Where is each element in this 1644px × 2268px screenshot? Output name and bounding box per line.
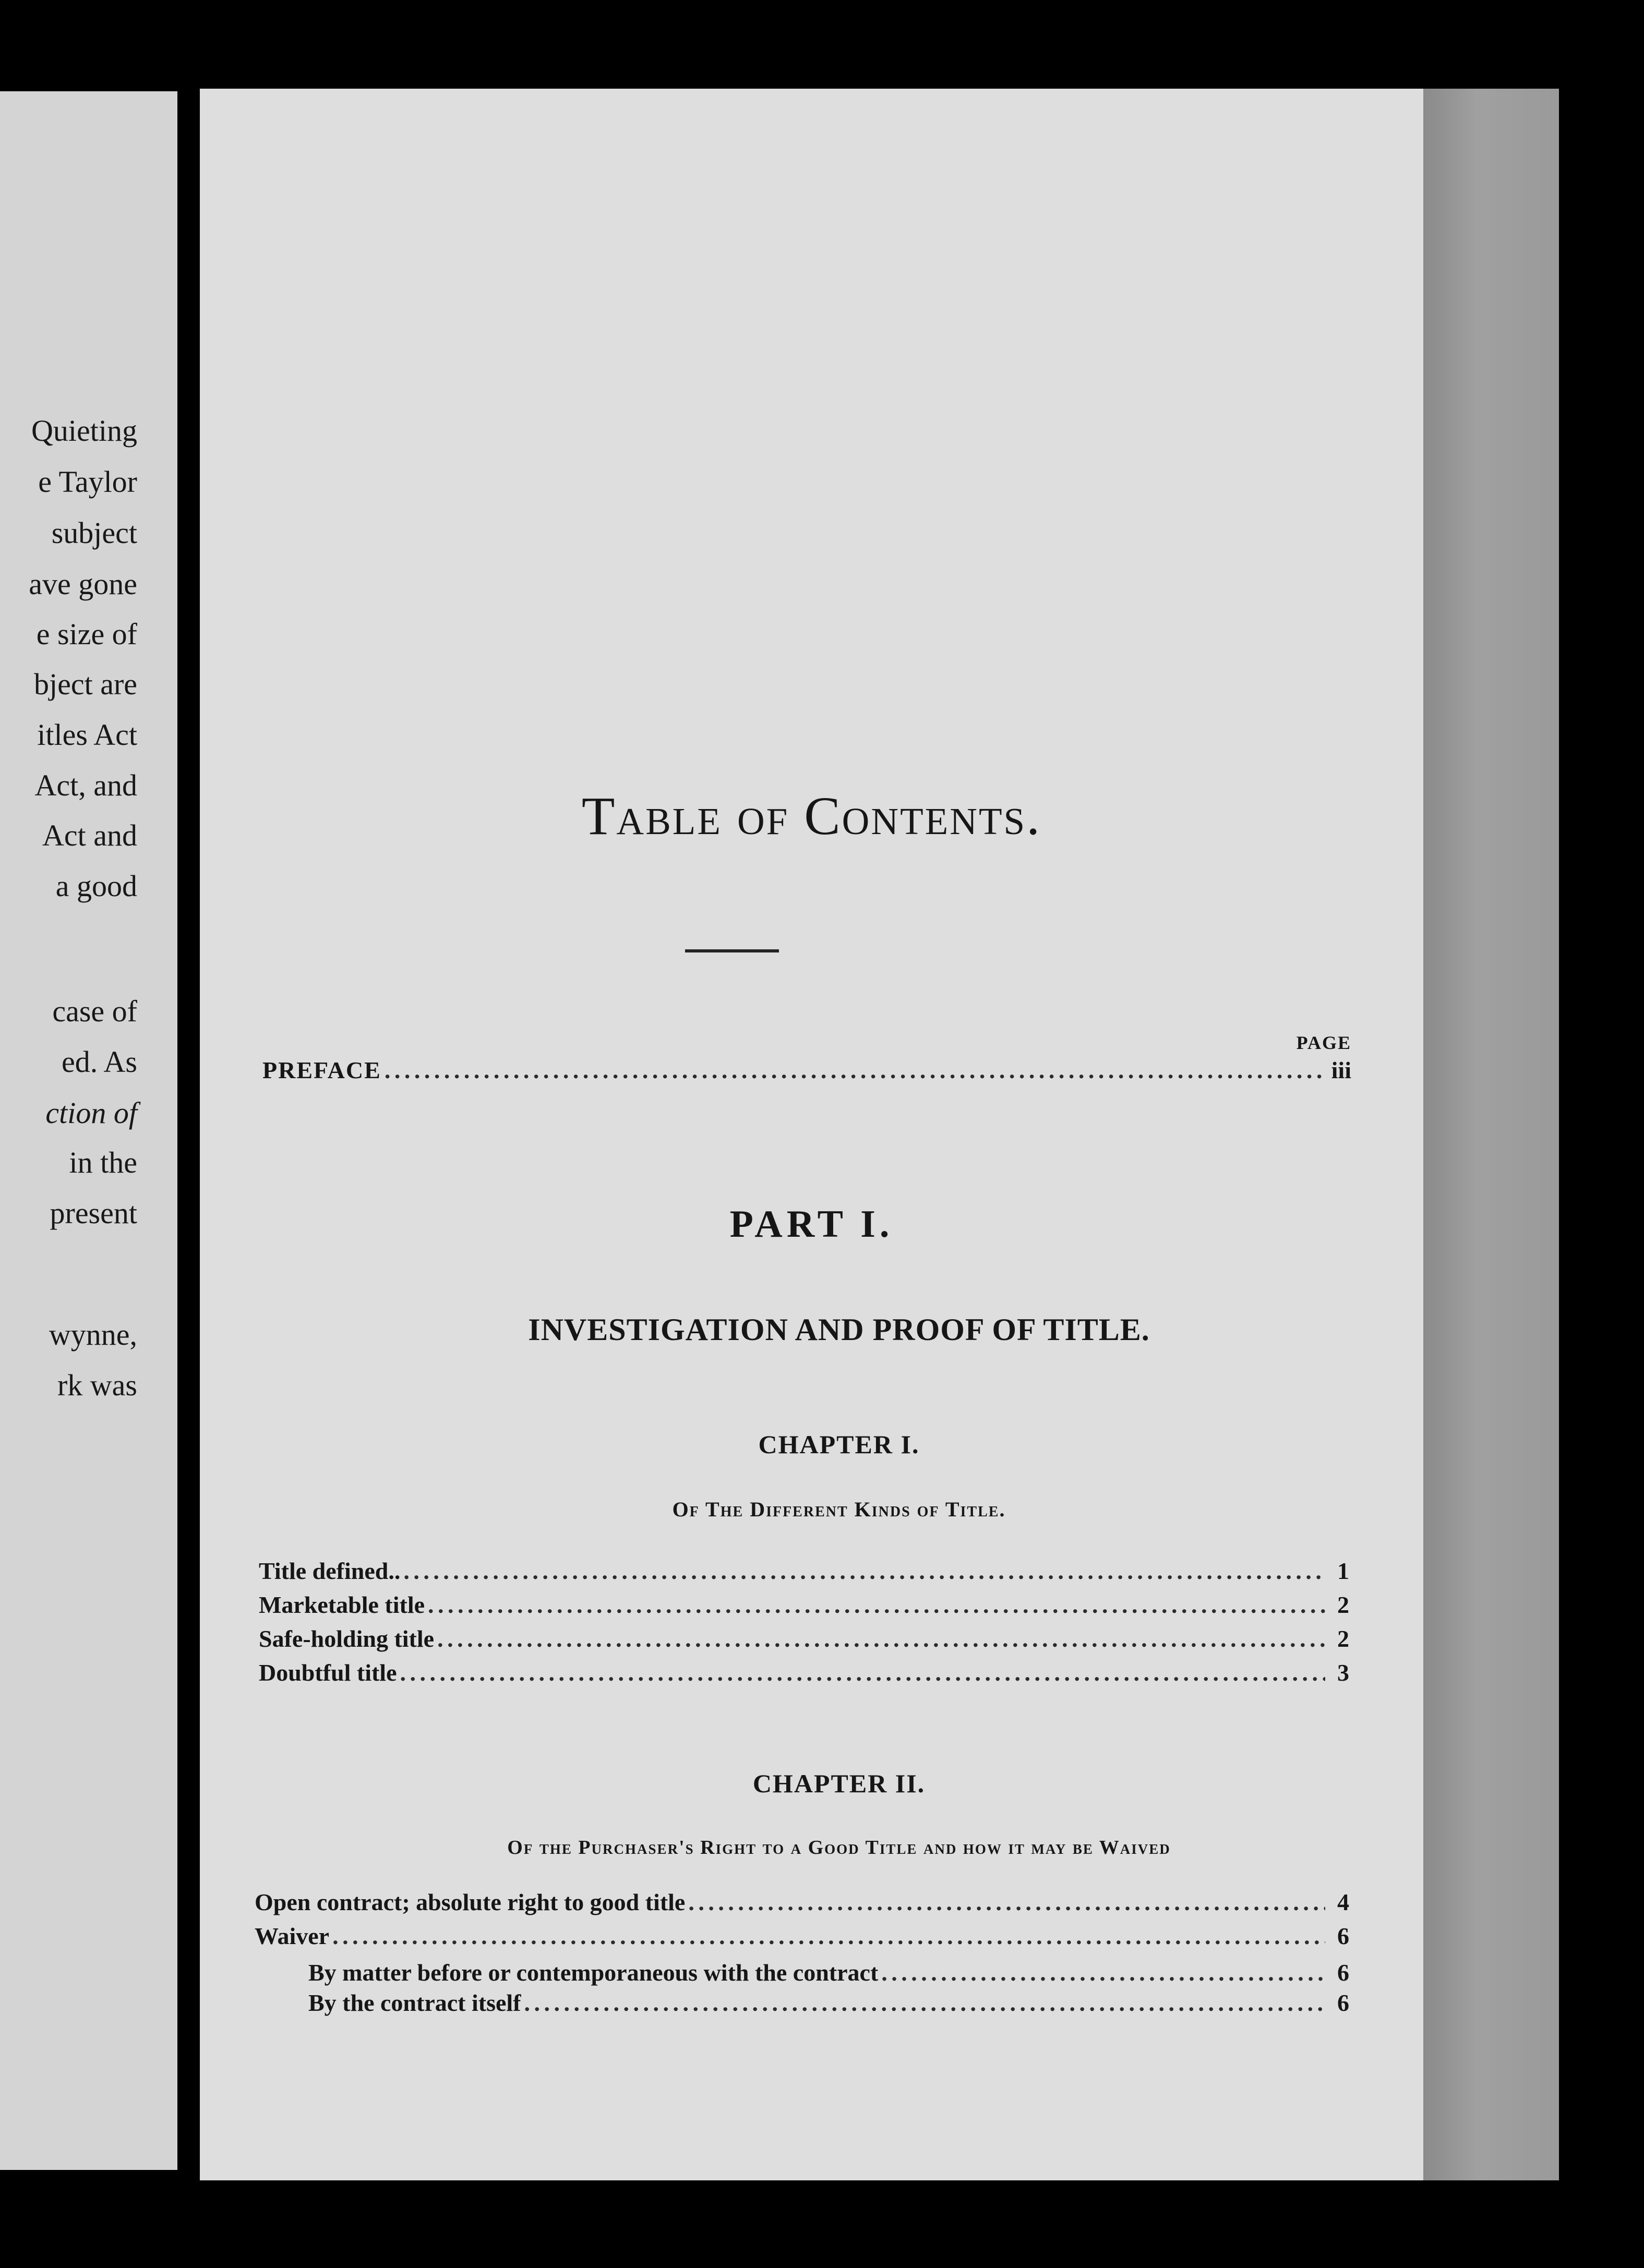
toc-entry-label: Doubtful title xyxy=(259,1659,397,1686)
left-page-line: ave gone xyxy=(29,567,137,601)
leader-dots xyxy=(428,1591,1325,1619)
part-subtitle: INVESTIGATION AND PROOF OF TITLE. xyxy=(528,1312,1150,1347)
toc-entry xyxy=(259,1625,1349,1652)
left-page-line: wynne, xyxy=(49,1318,137,1352)
toc-entry-label: PREFACE xyxy=(262,1057,381,1083)
toc-entry-page: 6 xyxy=(1337,1923,1349,1949)
leader-dots xyxy=(524,1989,1326,2017)
left-page-line: ction of xyxy=(45,1096,137,1130)
table-of-contents-page xyxy=(200,89,1423,2180)
left-page-line: Quieting xyxy=(31,414,137,448)
left-page-line: bject are xyxy=(33,667,137,701)
toc-entry xyxy=(255,1888,1349,1916)
left-page-line: subject xyxy=(51,516,137,550)
left-page-line: a good xyxy=(55,869,137,903)
left-page-line: in the xyxy=(69,1145,137,1179)
toc-entry xyxy=(308,1959,1349,1986)
left-page-line: e Taylor xyxy=(38,465,137,499)
left-page-line: rk was xyxy=(57,1368,137,1402)
chapter-subtitle: Of The Different Kinds of Title. xyxy=(672,1498,1006,1521)
toc-entry-page: 2 xyxy=(1337,1625,1349,1652)
left-page-line: ed. As xyxy=(62,1045,137,1079)
toc-entry-page: 6 xyxy=(1337,1959,1349,1986)
toc-entry-page: 1 xyxy=(1337,1558,1349,1584)
left-page-line: present xyxy=(50,1196,137,1230)
part-title: PART I. xyxy=(729,1203,894,1246)
leader-dots xyxy=(881,1959,1325,1986)
leader-dots xyxy=(437,1625,1325,1652)
toc-entry-label: Safe-holding title xyxy=(259,1625,435,1652)
toc-entry xyxy=(255,1922,1349,1950)
leader-dots xyxy=(332,1922,1325,1950)
leader-dots xyxy=(400,1659,1326,1686)
toc-entry-page: 6 xyxy=(1337,1989,1349,2016)
toc-entry-page: 4 xyxy=(1337,1889,1349,1915)
toc-entry-page: iii xyxy=(1331,1057,1351,1083)
page-title: Table of Contents. xyxy=(581,786,1042,846)
leader-dots xyxy=(688,1888,1325,1916)
book-page-edge xyxy=(1423,89,1559,2180)
toc-entry xyxy=(259,1557,1349,1585)
left-page-line: itles Act xyxy=(37,718,137,752)
left-page-line: e size of xyxy=(36,617,137,651)
title-divider xyxy=(685,949,779,952)
toc-entry-page: 3 xyxy=(1337,1659,1349,1686)
chapter-subtitle: Of the Purchaser's Right to a Good Title and how it may be Waived xyxy=(507,1837,1171,1859)
toc-entry-preface xyxy=(262,1056,1351,1084)
toc-entry xyxy=(259,1659,1349,1686)
leader-dots xyxy=(385,1056,1327,1084)
page-column-label: PAGE xyxy=(1296,1032,1351,1053)
toc-entry-label: Title defined.. xyxy=(259,1558,401,1584)
chapter-title: CHAPTER I. xyxy=(758,1430,920,1459)
toc-entry-label: By matter before or contemporaneous with the contract xyxy=(308,1959,879,1986)
previous-page-fragment xyxy=(0,91,177,2170)
toc-entry-label: Open contract; absolute right to good title xyxy=(255,1889,686,1915)
toc-entry xyxy=(308,1989,1349,2017)
left-page-line: case of xyxy=(52,994,137,1028)
chapter-title: CHAPTER II. xyxy=(752,1769,926,1798)
toc-entry-label: Marketable title xyxy=(259,1591,425,1618)
toc-entry-label: By the contract itself xyxy=(308,1989,521,2016)
left-page-line: Act and xyxy=(42,818,137,852)
toc-entry-label: Waiver xyxy=(255,1923,330,1949)
toc-entry-page: 2 xyxy=(1337,1591,1349,1618)
toc-entry xyxy=(259,1591,1349,1619)
left-page-line: Act, and xyxy=(34,768,137,802)
leader-dots xyxy=(403,1557,1325,1585)
